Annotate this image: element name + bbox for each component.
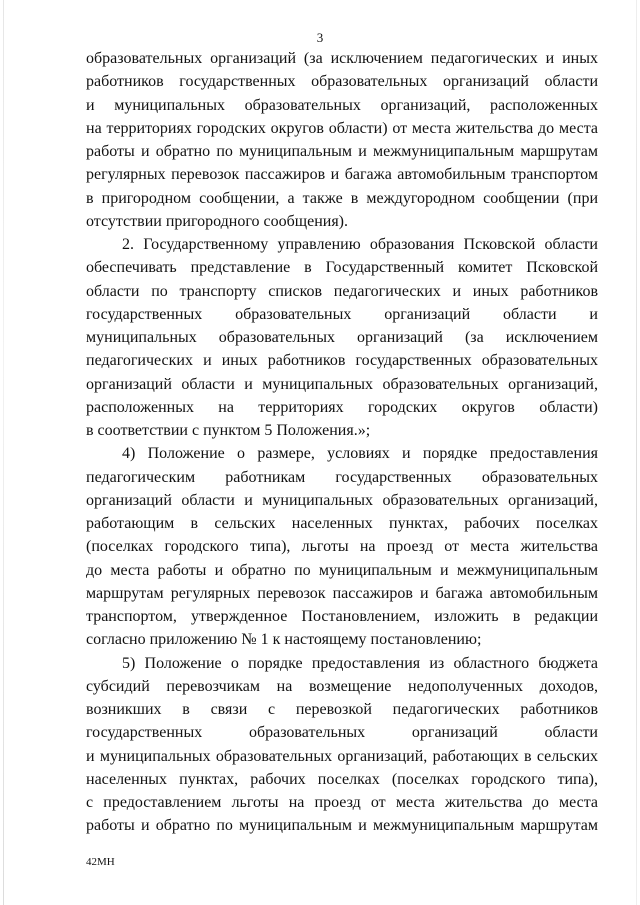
- body-text: [86, 47, 598, 838]
- text-line: организаций области и муниципальных образовательных организаций,: [86, 491, 598, 509]
- text-line: маршрутам регулярных перевозок пассажиров и багажа автомобильным: [86, 584, 598, 602]
- text-line: возникших в связи с перевозкой педагогических работников: [86, 701, 598, 718]
- text-line: населенных пунктах, рабочих поселках (поселках городского типа),: [86, 770, 598, 788]
- text-line: работы и обратно по муниципальным и межмуниципальным маршрутам: [86, 817, 598, 835]
- text-line: расположенных на территориях городских округов области): [86, 398, 598, 416]
- text-line: педагогических и иных работников государственных образовательных: [86, 352, 598, 370]
- text-line: (поселках городского типа), льготы на проезд от места жительства: [86, 538, 598, 556]
- text-line: регулярных перевозок пассажиров и багажа автомобильным транспортом: [86, 166, 598, 184]
- footer-document-code: 42МН: [86, 856, 115, 868]
- text-line: до места работы и обратно по муниципальным и межмуниципальным: [86, 561, 598, 579]
- text-line: в пригородном сообщении, а также в междугородном сообщении (при: [86, 189, 598, 207]
- paragraph-4-first-line: 4) Положение о размере, условиях и порядке предоставления: [122, 445, 598, 463]
- text-line: согласно приложению № 1 к настоящему постановлению;: [86, 631, 482, 649]
- text-line: и муниципальных образовательных организаций, работающих в сельских: [86, 747, 598, 765]
- text-line: муниципальных образовательных организаций (за исключением: [86, 329, 598, 346]
- text-line: на территориях городских округов области) от места жительства до места: [86, 119, 598, 137]
- text-line: работающим в сельских населенных пунктах, рабочих поселках: [86, 515, 598, 532]
- text-line: педагогическим работникам государственных образовательных: [86, 468, 598, 486]
- text-line: и муниципальных образовательных организаций, расположенных: [86, 96, 598, 114]
- scan-edge-left: [3, 0, 4, 905]
- text-line: с предоставлением льготы на проезд от места жительства до места: [86, 794, 598, 811]
- text-line: работников государственных образовательных организаций области: [86, 73, 598, 91]
- text-line: отсутствии пригородного сообщения).: [86, 212, 348, 230]
- page-number: 3: [316, 30, 324, 45]
- text-line: государственных образовательных организаций области: [86, 724, 598, 742]
- text-line: работы и обратно по муниципальным и межмуниципальным маршрутам: [86, 143, 598, 160]
- paragraph-5-first-line: 5) Положение о порядке предоставления из областного бюджета: [122, 654, 598, 672]
- text-line: обеспечивать представление в Государственный комитет Псковской: [86, 259, 598, 277]
- text-line: организаций области и муниципальных образовательных организаций,: [86, 375, 598, 393]
- paragraph-2-first-line: 2. Государственному управлению образования Псковской области: [122, 236, 598, 253]
- text-line: в соответствии с пунктом 5 Положения.»;: [86, 422, 371, 439]
- scan-edge-right: [636, 0, 637, 905]
- text-line: государственных образовательных организаций области и: [86, 305, 598, 323]
- text-line: области по транспорту списков педагогических и иных работников: [86, 282, 598, 300]
- text-line: транспортом, утвержденное Постановлением, изложить в редакции: [86, 608, 598, 625]
- text-line: образовательных организаций (за исключением педагогических и иных: [86, 50, 598, 67]
- text-line: субсидий перевозчикам на возмещение недополученных доходов,: [86, 677, 598, 695]
